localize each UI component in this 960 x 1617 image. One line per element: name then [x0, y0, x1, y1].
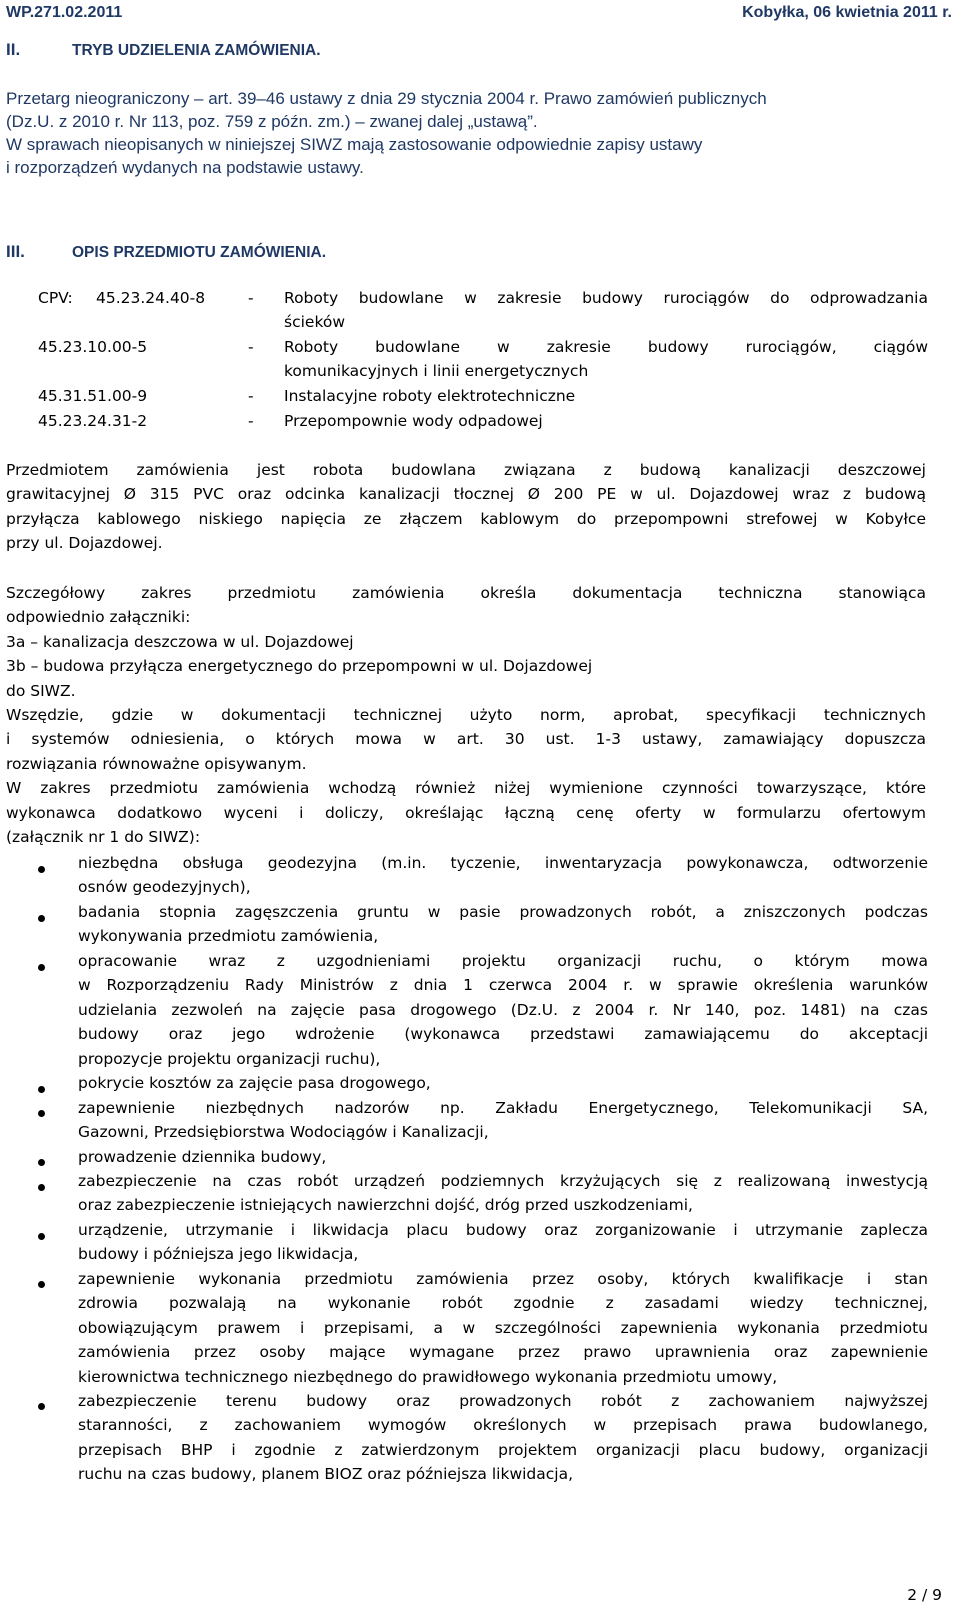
text-line: urządzenie, utrzymanie i likwidacja placu budowy oraz zorganizowanie i utrzymanie zaplecza [78, 1221, 928, 1239]
text-line: budowy i późniejsza jego likwidacja, [78, 1245, 359, 1264]
document-reference: WP.271.02.2011 [6, 4, 123, 21]
cpv-dash: - [248, 387, 254, 405]
bullet-icon [38, 915, 45, 922]
text-line: budowy oraz jego wdrożenie (wykonawca przedstawi zamawiającemu do akceptacji [78, 1025, 928, 1044]
list-item [78, 1145, 928, 1169]
text-line: wykonawca dodatkowo wyceni i doliczy, określając łączną cenę oferty w formularzu ofertowym [6, 803, 926, 822]
text-line: zamówienia przez osoby mające wymagane przez prawo uprawnienia oraz zapewnienie [78, 1343, 928, 1362]
bullet-icon [38, 866, 45, 873]
text-line: udzielania zezwoleń na zajęcie pasa drogowego (Dz.U. z 2004 r. Nr 140, poz. 1481) na czas [78, 1000, 928, 1019]
cpv-description [284, 384, 928, 408]
list-item [78, 1169, 928, 1218]
cpv-code: 45.23.24.40-8 [96, 289, 206, 307]
text-line: ścieków [284, 313, 346, 331]
list-item [78, 949, 928, 1071]
bullet-icon [38, 1403, 45, 1410]
bullet-icon [38, 1184, 45, 1191]
text-line: W sprawach nieopisanych w niniejszej SIWZ mają zastosowanie odpowiednie zapisy ustawy [6, 135, 703, 154]
text-line: Roboty budowlane w zakresie budowy rurociągów, ciągów [284, 338, 928, 356]
list-item [78, 1389, 928, 1487]
cpv-dash: - [248, 338, 254, 356]
text-line: Przetarg nieograniczony – art. 39–46 ustawy z dnia 29 stycznia 2004 r. Prawo zamówień publicznych [6, 89, 767, 108]
bullet-icon [38, 1159, 45, 1166]
bullet-icon [38, 964, 45, 971]
cpv-code: 45.23.24.31-2 [38, 412, 148, 430]
procedure-paragraph [6, 87, 930, 179]
text-line: odpowiednio załączniki: [6, 608, 191, 627]
list-item [78, 1218, 928, 1267]
text-line: do SIWZ. [6, 681, 76, 700]
cpv-label: CPV: [38, 289, 73, 307]
text-line: pokrycie kosztów za zajęcie pasa drogowego, [78, 1074, 431, 1092]
text-line: w Rozporządzeniu Rady Ministrów z dnia 1 czerwca 2004 r. w sprawie określenia warunków [78, 976, 928, 995]
bullet-icon [38, 1281, 45, 1288]
text-line: rozwiązania równoważne opisywanym. [6, 754, 307, 773]
text-line: Roboty budowlane w zakresie budowy rurociągów do odprowadzania [284, 289, 928, 307]
text-line: 3a – kanalizacja deszczowa w ul. Dojazdowej [6, 632, 354, 651]
text-line: obowiązującym prawem i przepisami, a w szczególności zapewnienia wykonania przedmiotu [78, 1318, 928, 1337]
text-line: i rozporządzeń wydanych na podstawie ustawy. [6, 158, 364, 177]
text-line: komunikacyjnych i linii energetycznych [284, 362, 589, 380]
text-line: (Dz.U. z 2010 r. Nr 113, poz. 759 z późn. zm.) – zwanej dalej „ustawą”. [6, 112, 538, 131]
text-line: zabezpieczenie na czas robót urządzeń podziemnych krzyżujących się z realizowaną inwestycją [78, 1172, 928, 1190]
list-item [78, 1096, 928, 1145]
cpv-dash: - [248, 289, 254, 307]
list-item [78, 1267, 928, 1389]
cpv-dash: - [248, 412, 254, 430]
text-line: zabezpieczenie terenu budowy oraz prowadzonych robót z zachowaniem najwyższej [78, 1392, 928, 1410]
text-line: kierownictwa technicznego niezbędnego do prawidłowego wykonania przedmiotu umowy, [78, 1367, 778, 1386]
text-line: badania stopnia zagęszczenia gruntu w pasie prowadzonych robót, a zniszczonych podczas [78, 903, 928, 921]
section-title: OPIS PRZEDMIOTU ZAMÓWIENIA. [72, 244, 327, 261]
text-line: W zakres przedmiotu zamówienia wchodzą również niżej wymienione czynności towarzyszące, które [6, 779, 926, 798]
subject-paragraph [6, 458, 926, 556]
text-line: Przedmiotem zamówienia jest robota budowlana związana z budową kanalizacji deszczowej [6, 461, 926, 479]
list-item [78, 900, 928, 949]
page-header [6, 4, 952, 26]
scope-paragraph [6, 581, 926, 849]
text-line: propozycje projektu organizacji ruchu), [78, 1049, 381, 1068]
text-line: 3b – budowa przyłącza energetycznego do przepompowni w ul. Dojazdowej [6, 657, 593, 676]
text-line: przepisach BHP i zgodnie z zatwierdzonym projektem organizacji placu budowy, organizacji [78, 1440, 928, 1459]
bullet-icon [38, 1233, 45, 1240]
text-line: Wszędzie, gdzie w dokumentacji technicznej użyto norm, aprobat, specyfikacji technicznych [6, 706, 926, 725]
text-line: Przepompownie wody odpadowej [284, 412, 543, 430]
text-line: oraz zabezpieczenie istniejących nawierzchni dojść, dróg przed uszkodzeniami, [78, 1196, 693, 1215]
text-line: i systemów odniesienia, o których mowa w art. 30 ust. 1-3 ustawy, zamawiający dopuszcza [6, 730, 926, 749]
cpv-code: 45.31.51.00-9 [38, 387, 148, 405]
section-heading-iii [6, 242, 326, 262]
text-line: osnów geodezyjnych), [78, 878, 251, 897]
text-line: zdrowia pozwalają na wykonanie robót zgodnie z zasadami wiedzy technicznej, [78, 1294, 928, 1313]
section-number: III. [6, 242, 25, 261]
text-line: prowadzenie dziennika budowy, [78, 1148, 327, 1166]
text-line: zapewnienie niezbędnych nadzorów np. Zakładu Energetycznego, Telekomunikacji SA, [78, 1099, 928, 1117]
list-item [78, 1071, 928, 1095]
list-item [78, 851, 928, 900]
cpv-description [284, 409, 928, 433]
text-line: ruchu na czas budowy, planem BIOZ oraz późniejsza likwidacja, [78, 1465, 574, 1484]
text-line: Szczegółowy zakres przedmiotu zamówienia określa dokumentacja techniczna stanowiąca [6, 584, 926, 602]
page-number: 2 / 9 [907, 1586, 942, 1604]
bullet-icon [38, 1110, 45, 1117]
section-number: II. [6, 40, 21, 59]
text-line: Gazowni, Przedsiębiorstwa Wodociągów i Kanalizacji, [78, 1123, 489, 1142]
text-line: niezbędna obsługa geodezyjna (m.in. tyczenie, inwentaryzacja powykonawcza, odtworzenie [78, 854, 928, 872]
text-line: opracowanie wraz z uzgodnieniami projektu organizacji ruchu, o którym mowa [78, 952, 928, 970]
place-and-date: Kobyłka, 06 kwietnia 2011 r. [742, 4, 952, 21]
text-line: wykonywania przedmiotu zamówienia, [78, 927, 379, 946]
bullet-icon [38, 1086, 45, 1093]
text-line: Instalacyjne roboty elektrotechniczne [284, 387, 576, 405]
text-line: przyłącza kablowego niskiego napięcia ze złączem kablowym do przepompowni strefowej w Kobyłce [6, 509, 926, 528]
text-line: grawitacyjnej Ø 315 PVC oraz odcinka kanalizacji tłocznej Ø 200 PE w ul. Dojazdowej wraz z budową [6, 485, 926, 504]
text-line: przy ul. Dojazdowej. [6, 534, 163, 553]
cpv-description [284, 335, 928, 383]
cpv-code: 45.23.10.00-5 [38, 338, 148, 356]
text-line: (załącznik nr 1 do SIWZ): [6, 828, 201, 847]
text-line: zapewnienie wykonania przedmiotu zamówienia przez osoby, których kwalifikacje i stan [78, 1270, 928, 1288]
section-heading-ii [6, 40, 321, 60]
section-title: TRYB UDZIELENIA ZAMÓWIENIA. [72, 42, 321, 59]
cpv-description [284, 286, 928, 334]
text-line: staranności, z zachowaniem wymogów określonych w przepisach prawa budowlanego, [78, 1416, 928, 1435]
